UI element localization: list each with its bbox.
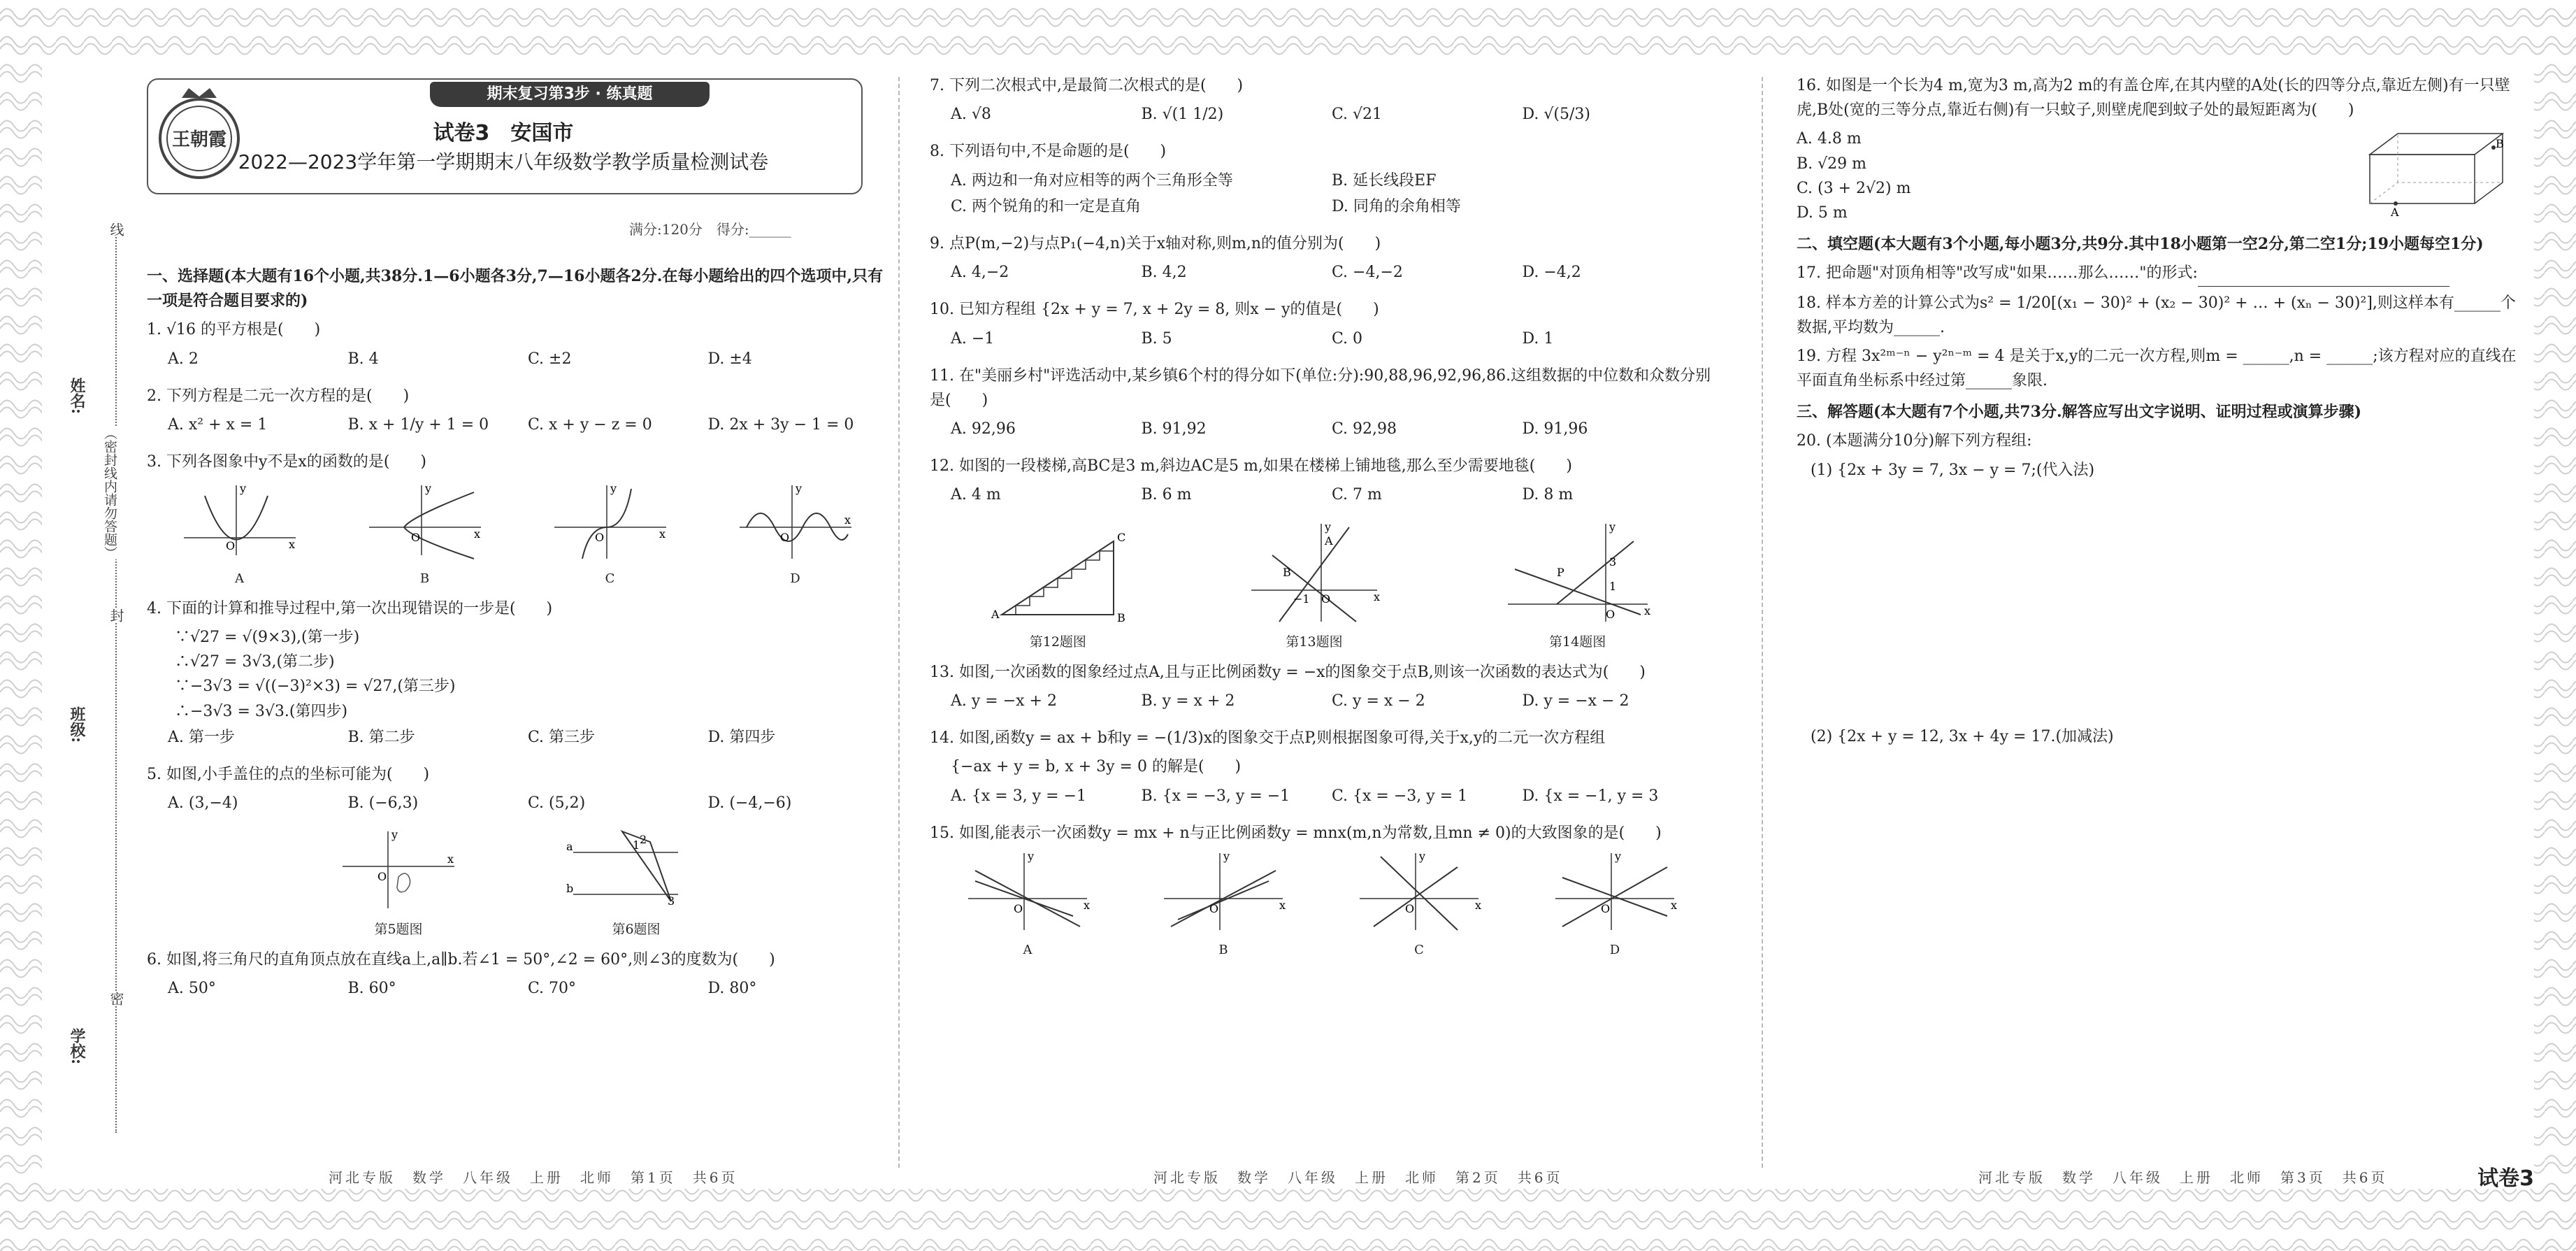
svg-text:1: 1 — [633, 838, 640, 852]
question-10: 10. 已知方程组 {2x + y = 7, x + 2y = 8, 则x − y的值是( ) — [930, 301, 1379, 319]
name-label: 姓名: — [68, 378, 86, 415]
option[interactable]: B. √(1 1/2) — [1141, 106, 1224, 124]
svg-text:y: y — [391, 828, 398, 842]
option[interactable]: A. 4,−2 — [951, 264, 1009, 282]
svg-text:x: x — [1671, 898, 1678, 912]
svg-text:y: y — [424, 482, 431, 496]
svg-text:x: x — [288, 538, 295, 552]
question-7: 7. 下列二次根式中,是最简二次根式的是( ) — [930, 77, 1244, 94]
figure-14-caption: 第14题图 — [1549, 634, 1606, 650]
question-3: 3. 下列各图象中y不是x的函数的是( ) — [147, 453, 426, 471]
option[interactable]: D. 80° — [707, 979, 757, 997]
graph-d-svg — [733, 478, 858, 562]
option[interactable]: B. y = x + 2 — [1141, 692, 1235, 710]
question-11-options — [951, 417, 1713, 441]
svg-text:y: y — [1609, 520, 1616, 534]
option[interactable]: B. (−6,3) — [347, 794, 419, 813]
question-9: 9. 点P(m,−2)与点P₁(−4,n)关于x轴对称,则m,n的值分别为( ) — [930, 234, 1381, 252]
question-14-options — [951, 784, 1713, 808]
question-7-options — [951, 102, 1713, 127]
option[interactable]: A. √8 — [951, 106, 991, 124]
option[interactable]: C. √21 — [1332, 106, 1383, 124]
svg-text:O: O — [779, 531, 789, 545]
graph-c-svg — [547, 478, 673, 562]
option[interactable]: D. 同角的余角相等 — [1332, 197, 1461, 215]
question-15: 15. 如图,能表示一次函数y = mx + n与正比例函数y = mnx(m,n为常数,且mn ≠ 0)的大致图象的是( ) — [930, 824, 1662, 842]
svg-text:O: O — [1321, 592, 1331, 606]
graph-b-svg — [362, 478, 488, 562]
option[interactable]: D. 8 m — [1522, 486, 1574, 504]
question-4-step-2: ∴√27 = 3√3,(第二步) — [175, 653, 335, 671]
svg-text:O: O — [1014, 901, 1023, 915]
option[interactable]: C. 第三步 — [528, 728, 596, 746]
option-d-graph[interactable] — [1548, 850, 1681, 961]
svg-text:B: B — [1117, 610, 1126, 624]
question-4: 4. 下面的计算和推导过程中,第一次出现错误的一步是( ) — [147, 599, 553, 617]
question-20: 20. (本题满分10分)解下列方程组: — [1797, 432, 2032, 450]
option-a-graph[interactable] — [961, 850, 1094, 961]
svg-text:A: A — [991, 607, 1000, 621]
question-16: 16. 如图是一个长为4 m,宽为3 m,高为2 m的有盖仓库,在其内壁的A处(长的四等分点,靠近左侧)有一只壁虎,B处(宽的三等分点,靠近右侧)有一只蚊子,则壁虎爬到蚊子处的最短距离为( ) — [1797, 77, 2510, 120]
figure-5-caption: 第5题图 — [374, 922, 423, 938]
option[interactable]: B. 91,92 — [1141, 420, 1207, 438]
svg-text:x: x — [1475, 898, 1482, 912]
question-5: 5. 如图,小手盖住的点的坐标可能为( ) — [147, 766, 430, 784]
svg-text:A: A — [1324, 534, 1333, 548]
graph-a[interactable] — [177, 478, 303, 589]
figure-12-caption: 第12题图 — [1029, 634, 1086, 650]
graph-d[interactable] — [733, 478, 858, 589]
divider-2 — [1762, 77, 1763, 1168]
question-2-options — [168, 413, 888, 437]
figure-13-caption: 第13题图 — [1286, 634, 1343, 650]
option[interactable]: A. 两边和一角对应相等的两个三角形全等 — [951, 171, 1233, 190]
option[interactable]: D. 5 m — [1797, 203, 1848, 222]
option[interactable]: C. −4,−2 — [1332, 264, 1403, 282]
exam-page-mark: 试卷3 — [2477, 1166, 2534, 1191]
option[interactable]: A. x² + x = 1 — [168, 415, 268, 434]
figure-14 — [1501, 520, 1655, 653]
seal-xian: 密 — [106, 992, 127, 1006]
figure-6 — [566, 828, 706, 940]
question-4-options — [168, 725, 888, 750]
svg-text:y: y — [1615, 849, 1622, 863]
question-12: 12. 如图的一段楼梯,高BC是3 m,斜边AC是5 m,如果在楼梯上铺地毯,那么至少需要地毯( ) — [930, 457, 1572, 476]
option[interactable]: D. √(5/3) — [1522, 106, 1590, 124]
option[interactable]: D. {x = −1, y = 3 — [1522, 787, 1659, 805]
option[interactable]: C. x + y − z = 0 — [528, 415, 652, 434]
option[interactable]: D. y = −x − 2 — [1522, 692, 1629, 710]
svg-text:y: y — [1324, 520, 1332, 534]
option-a-graph-svg — [961, 850, 1094, 934]
svg-text:O: O — [1601, 901, 1611, 915]
option[interactable]: A. (3,−4) — [168, 794, 238, 813]
svg-text:y: y — [1223, 849, 1230, 863]
svg-text:x: x — [659, 527, 665, 541]
column-1 — [147, 257, 888, 1013]
option[interactable]: D. 91,96 — [1522, 420, 1588, 438]
option[interactable]: B. 4 — [347, 350, 379, 368]
option[interactable]: A. 50° — [168, 979, 216, 997]
question-10-options — [951, 327, 1713, 351]
section-1-heading: 一、选择题(本大题有16个小题,共38分.1—6小题各3分,7—16小题各2分.在每小题给出的四个选项中,只有一项是符合题目要求的) — [147, 267, 884, 310]
svg-text:O: O — [1605, 607, 1615, 621]
svg-text:P: P — [1556, 565, 1564, 579]
figure-12 — [988, 520, 1128, 653]
question-15-figures — [930, 850, 1713, 961]
question-17 — [1797, 261, 2524, 286]
option-a-label: A — [1023, 942, 1032, 957]
svg-text:x: x — [1643, 603, 1650, 617]
svg-text:O: O — [410, 531, 420, 545]
svg-text:3: 3 — [1609, 555, 1616, 569]
question-9-options — [951, 260, 1713, 285]
section-2-heading: 二、填空题(本大题有3个小题,每小题3分,共9分.其中18小题第一空2分,第二空1分;19小题每空1分) — [1797, 235, 2484, 254]
option-d-label: D — [1609, 942, 1620, 957]
question-19: 19. 方程 3x²ᵐ⁻ⁿ − y²ⁿ⁻ᵐ = 4 是关于x,y的二元一次方程,则m = ______,n = ______;该方程对应的直线在平面直角坐标系中经过第______象限. — [1797, 347, 2517, 390]
svg-text:y: y — [1028, 849, 1035, 863]
graph-c-label: C — [605, 571, 615, 587]
option[interactable]: A. {x = 3, y = −1 — [951, 787, 1086, 805]
question-2: 2. 下列方程是二元一次方程的是( ) — [147, 387, 410, 405]
option[interactable]: B. 4,2 — [1141, 264, 1187, 282]
option-b-graph-svg — [1157, 850, 1290, 934]
answer-blank-17[interactable] — [2198, 261, 2449, 286]
footer-page-1: 河北专版 数学 八年级 上册 北师 第1页 共6页 — [329, 1169, 738, 1186]
svg-text:x: x — [1279, 898, 1286, 912]
question-11: 11. 在"美丽乡村"评选活动中,某乡镇6个村的得分如下(单位:分):90,88,96,92,96,86.这组数据的中位数和众数分别是( ) — [930, 366, 1711, 409]
question-6: 6. 如图,将三角尺的直角顶点放在直线a上,a∥b.若∠1 = 50°,∠2 = 60°,则∠3的度数为( ) — [147, 950, 775, 968]
figure-12-svg — [988, 520, 1128, 625]
svg-text:A: A — [2391, 206, 2399, 218]
option[interactable]: B. 延长线段EF — [1332, 171, 1437, 190]
option[interactable]: D. 1 — [1522, 329, 1554, 348]
question-6-options — [168, 976, 888, 1001]
question-13: 13. 如图,一次函数的图象经过点A,且与正比例函数y = −x的图象交于点B,则该一次函数的表达式为( ) — [930, 663, 1646, 681]
question-8-options-row2 — [951, 194, 1713, 219]
question-20-part-2: (2) {2x + y = 12, 3x + 4y = 17.(加减法) — [1811, 727, 2114, 745]
option[interactable]: B. 60° — [347, 979, 396, 997]
option[interactable]: B. x + 1/y + 1 = 0 — [347, 415, 489, 434]
exam-title: 试卷3 安国市 — [433, 121, 574, 145]
svg-text:b: b — [566, 882, 574, 896]
option[interactable]: D. 2x + 3y − 1 = 0 — [707, 415, 854, 434]
answer-space-20-1[interactable] — [1797, 487, 2524, 724]
footer-page-2: 河北专版 数学 八年级 上册 北师 第2页 共6页 — [1153, 1169, 1563, 1186]
graph-a-label: A — [235, 571, 244, 587]
option[interactable]: A. y = −x + 2 — [951, 692, 1057, 710]
svg-text:x: x — [447, 852, 454, 866]
option[interactable]: C. ±2 — [528, 350, 572, 368]
figure-5-svg — [329, 828, 468, 912]
svg-text:y: y — [610, 482, 617, 496]
question-4-step-4: ∴−3√3 = 3√3.(第四步) — [175, 702, 348, 720]
option[interactable]: C. 0 — [1332, 329, 1363, 348]
figures-12-14 — [930, 520, 1713, 653]
seal-feng: 封 — [106, 608, 127, 622]
graph-d-label: D — [790, 571, 800, 587]
option[interactable]: C. (5,2) — [528, 794, 586, 813]
question-1-options — [168, 347, 888, 371]
svg-text:O: O — [594, 531, 604, 545]
question-1: 1. √16 的平方根是( ) — [147, 321, 321, 339]
svg-text:x: x — [1373, 589, 1381, 603]
option[interactable]: C. 92,98 — [1332, 420, 1397, 438]
question-18: 18. 样本方差的计算公式为s² = 1/20[(x₁ − 30)² + (x₂ − 30)² + … + (xₙ − 30)²],则这样本有______个数据,平均数为______. — [1797, 294, 2516, 336]
svg-text:y: y — [795, 482, 802, 496]
score-line: 满分:120分 得分:______ — [629, 221, 791, 238]
svg-text:a: a — [566, 840, 573, 854]
option-d-graph-svg — [1548, 850, 1681, 934]
figures-5-6 — [147, 828, 888, 940]
svg-text:y: y — [1419, 849, 1426, 863]
svg-text:−1: −1 — [1293, 592, 1310, 606]
option[interactable]: C. 两个锐角的和一定是直角 — [951, 197, 1142, 215]
svg-text:2: 2 — [640, 833, 647, 847]
question-5-options — [168, 791, 888, 815]
graph-b-label: B — [419, 571, 430, 587]
option[interactable]: A. 4.8 m — [1797, 130, 1862, 148]
class-label: 班级: — [68, 706, 86, 743]
column-3 — [1797, 73, 2524, 753]
option[interactable]: A. 92,96 — [951, 420, 1016, 438]
option[interactable]: B. 第二步 — [347, 728, 415, 746]
option[interactable]: A. −1 — [951, 329, 995, 348]
figure-5 — [329, 828, 468, 940]
option[interactable]: D. (−4,−6) — [707, 794, 792, 813]
svg-text:O: O — [1405, 901, 1415, 915]
option[interactable]: D. ±4 — [707, 350, 752, 368]
svg-text:B: B — [1282, 565, 1291, 579]
option[interactable]: D. 第四步 — [707, 728, 776, 746]
option[interactable]: C. y = x − 2 — [1332, 692, 1425, 710]
option[interactable]: A. 2 — [168, 350, 199, 368]
question-14-system: {−ax + y = b, x + 3y = 0 的解是( ) — [951, 758, 1242, 776]
column-2 — [930, 73, 1713, 968]
figure-13 — [1244, 520, 1384, 653]
option[interactable]: C. 70° — [528, 979, 577, 997]
school-label: 学校: — [68, 1028, 86, 1065]
question-4-step-3: ∵−3√3 = √((−3)²×3) = √27,(第三步) — [175, 678, 456, 696]
figure-6-svg — [566, 828, 706, 912]
option[interactable]: A. 4 m — [951, 486, 1001, 504]
figure-13-svg — [1244, 520, 1384, 625]
question-16-options — [1797, 127, 2356, 225]
question-4-step-1: ∵√27 = √(9×3),(第一步) — [175, 629, 360, 647]
question-13-options — [951, 689, 1713, 713]
question-17-text: 17. 把命题"对顶角相等"改写成"如果……那么……"的形式: — [1797, 264, 2198, 283]
section-3-heading: 三、解答题(本大题有7个小题,共73分.解答应写出文字说明、证明过程或演算步骤) — [1797, 403, 2362, 422]
question-8: 8. 下列语句中,不是命题的是( ) — [930, 143, 1167, 161]
option[interactable]: B. √29 m — [1797, 155, 1867, 173]
question-16-body — [1797, 127, 2524, 225]
option-c-graph[interactable] — [1353, 850, 1485, 961]
exam-banner: 期末复习第3步 · 练真题 — [430, 82, 710, 107]
question-20-part-1: (1) {2x + 3y = 7, 3x − y = 7;(代入法) — [1811, 461, 2095, 479]
warehouse-box-figure — [2356, 127, 2524, 217]
seal-mi: 线 — [106, 222, 127, 236]
option-c-label: C — [1414, 942, 1424, 957]
graph-a-svg — [177, 478, 303, 562]
option-c-graph-svg — [1353, 850, 1485, 934]
question-8-options-row1 — [951, 169, 1713, 193]
option[interactable]: D. −4,2 — [1522, 264, 1581, 282]
svg-text:x: x — [473, 527, 480, 541]
logo-text: 王朝霞 — [171, 129, 227, 150]
graph-b[interactable] — [362, 478, 488, 589]
svg-text:1: 1 — [1609, 579, 1616, 593]
divider-1 — [898, 77, 900, 1168]
svg-text:x: x — [844, 513, 851, 527]
svg-text:O: O — [1209, 901, 1219, 915]
exam-subtitle: 2022—2023学年第一学期期末八年级数学教学质量检测试卷 — [238, 150, 769, 173]
option[interactable]: C. (3 + 2√2) m — [1797, 179, 1911, 197]
option[interactable]: C. 7 m — [1332, 486, 1382, 504]
question-14: 14. 如图,函数y = ax + b和y = −(1/3)x的图象交于点P,则根据图象可得,关于x,y的二元一次方程组 — [930, 729, 1606, 748]
svg-text:x: x — [1084, 898, 1091, 912]
svg-text:y: y — [239, 482, 246, 496]
option[interactable]: B. 6 m — [1141, 486, 1192, 504]
svg-text:3: 3 — [668, 894, 675, 908]
option[interactable]: B. 5 — [1141, 329, 1172, 348]
svg-text:C: C — [1117, 530, 1126, 544]
svg-text:O: O — [225, 539, 235, 553]
svg-text:B: B — [2496, 137, 2504, 151]
option[interactable]: C. {x = −3, y = 1 — [1332, 787, 1468, 805]
seal-note: （密封线内请勿答题） — [101, 427, 120, 559]
question-12-options — [951, 482, 1713, 507]
graph-c[interactable] — [547, 478, 673, 589]
option-b-graph[interactable] — [1157, 850, 1290, 961]
figure-6-caption: 第6题图 — [612, 922, 661, 938]
svg-text:O: O — [377, 870, 387, 884]
option[interactable]: B. {x = −3, y = −1 — [1141, 787, 1290, 805]
question-3-figures — [147, 478, 888, 589]
figure-14-svg — [1501, 520, 1655, 625]
option[interactable]: A. 第一步 — [168, 728, 235, 746]
option-b-label: B — [1218, 942, 1228, 957]
footer-page-3: 河北专版 数学 八年级 上册 北师 第3页 共6页 — [1978, 1169, 2388, 1186]
